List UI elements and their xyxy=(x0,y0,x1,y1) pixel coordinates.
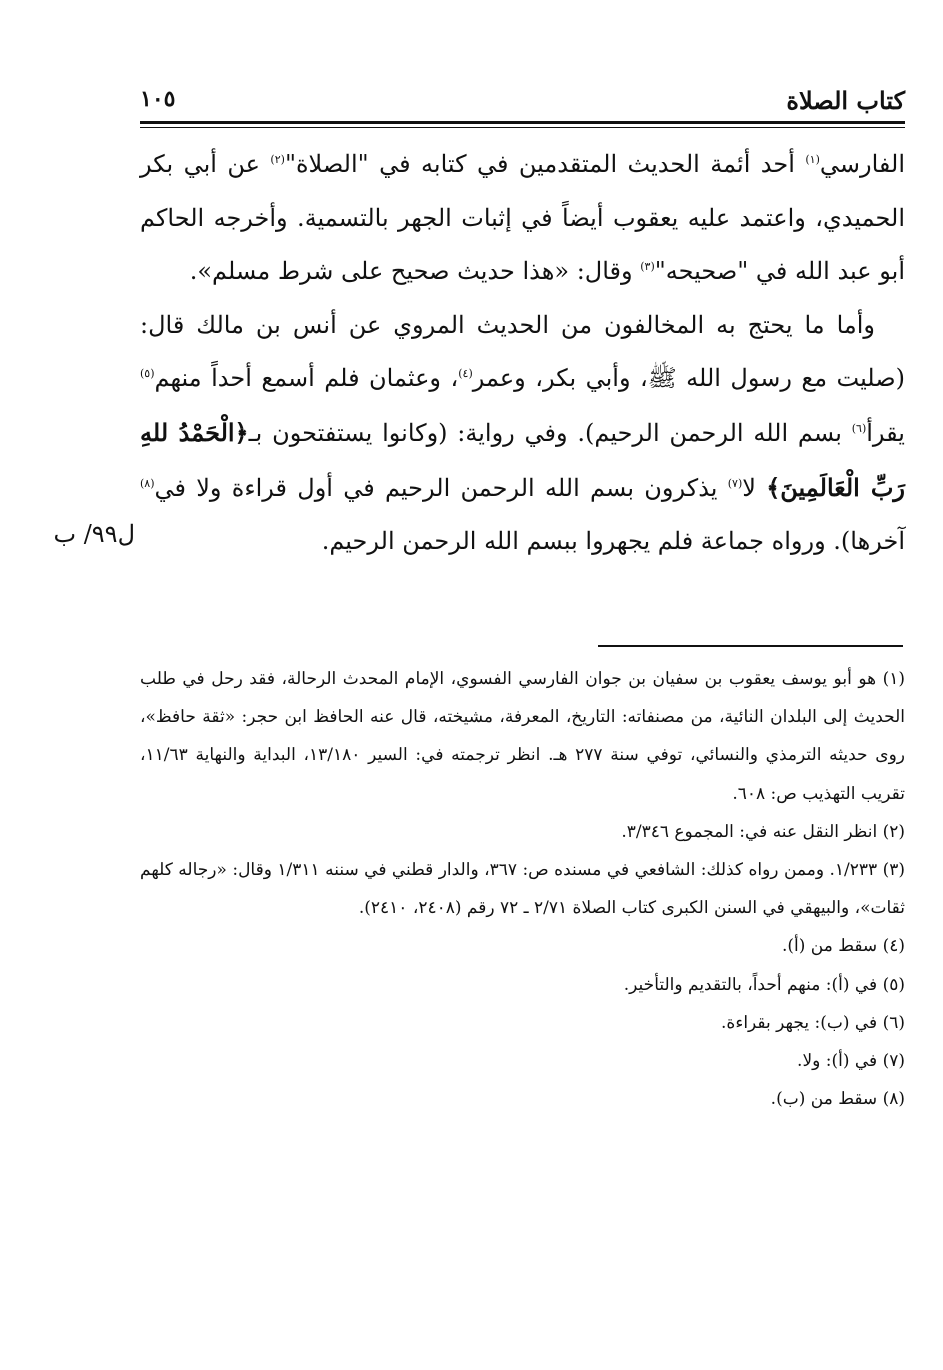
footnote-7: (٧) في (أ): ولا. xyxy=(797,1051,905,1072)
footnote-ref-3: (٣) xyxy=(640,260,655,274)
footnote-ref-8: (٨) xyxy=(140,476,155,490)
footnote-ref-2: (٢) xyxy=(270,153,285,166)
footnote-8: (٨) سقط من (ب). xyxy=(770,1089,905,1110)
running-header xyxy=(140,86,905,116)
footnote-ref-1: (١) xyxy=(805,153,820,166)
footnote-ref-7: (٧) xyxy=(727,476,743,490)
footnote-4: (٤) سقط من (أ). xyxy=(781,936,905,957)
footnote-ref-5: (٥) xyxy=(140,367,155,381)
chapter-title: كتاب الصلاة xyxy=(786,86,905,115)
footnote-separator xyxy=(598,645,903,647)
footnote-2: (٢) انظر النقل عنه في: المجموع ٣/٣٤٦. xyxy=(621,821,905,842)
footnote-3: (٣) ١/٢٣٣. وممن رواه كذلك: الشافعي في مسنده ص: ٣٦٧، والدار قطني في سننه ١/٣١١ وقال: «رجاله كلهم ثقات»، والبيهقي في السنن الكبرى كتاب الصلاة ٢/٧١ ـ ٧٢ رقم (٢٤٠٨، ٢٤١٠). xyxy=(140,860,905,919)
main-text xyxy=(140,138,905,569)
quran-verse: ﴿الْحَمْدُ للهِ رَبِّ الْعَالَمِينَ﴾ xyxy=(140,417,906,502)
header-rule-thick xyxy=(140,121,905,124)
footnote-1: (١) هو أبو يوسف يعقوب بن سفيان بن جوان الفارسي الفسوي، الإمام المحدث الرحالة، فقد رحل في طلب الحديث إلى البلدان النائية، من مصنفاته: التاريخ، المعرفة، مشيخته، قال عنه الحافظ ابن حجر: «ثقة حافظ»، روى حديثه الترمذي والنسائي، توفي سنة ٢٧٧ هـ. انظر ترجمته في: السير ١٣/١٨٠، البداية والنهاية ١١/٦٣، تقريب التهذيب ص: ٦٠٨. xyxy=(140,669,905,804)
header-rule-thin xyxy=(140,127,905,128)
footnote-ref-6: (٦) xyxy=(851,421,867,435)
footnotes xyxy=(140,660,905,1118)
paragraph-2: وأما ما يحتج به المخالفون من الحديث المروي عن أنس بن مالك قال: (صليت مع رسول الله ﷺ، وأبي بكر، وعمر$^{(٤)}$، وعثمان فلم أسمع أحداً منهم$^{(٥)}$ يقرأ$^{(٦)}$ بسم الله الرحمن الرحيم). وفي رواية: (وكانوا يستفتحون بـ﴿الْحَمْدُ للهِ رَبِّ الْعَالَمِينَ﴾ لا$^{(٧)}$ يذكرون بسم الله الرحمن الرحيم في أول قراءة ولا في$^{(٨)}$ آخرها). ورواه جماعة فلم يجهروا ببسم الله الرحمن الرحيم. xyxy=(140,310,906,556)
footnote-5: (٥) في (أ): منهم أحداً، بالتقديم والتأخير. xyxy=(623,974,905,995)
paragraph-1: الفارسي$^{(١)}$ أحد أئمة الحديث المتقدمين في كتابه في "الصلاة"$^{(٢)}$ عن أبي بكر الحميدي، واعتمد عليه يعقوب أيضاً في إثبات الجهر بالتسمية. وأخرجه الحاكم أبو عبد الله في "صحيحه"$^{(٣)}$ وقال: «هذا حديث صحيح على شرط مسلم». xyxy=(140,150,905,286)
manuscript-folio-note: ل٩٩/ ب xyxy=(53,520,135,548)
page-number: ١٠٥ xyxy=(140,86,176,112)
footnote-6: (٦) في (ب): يجهر بقراءة. xyxy=(721,1012,905,1033)
footnote-ref-4: (٤) xyxy=(458,367,473,381)
